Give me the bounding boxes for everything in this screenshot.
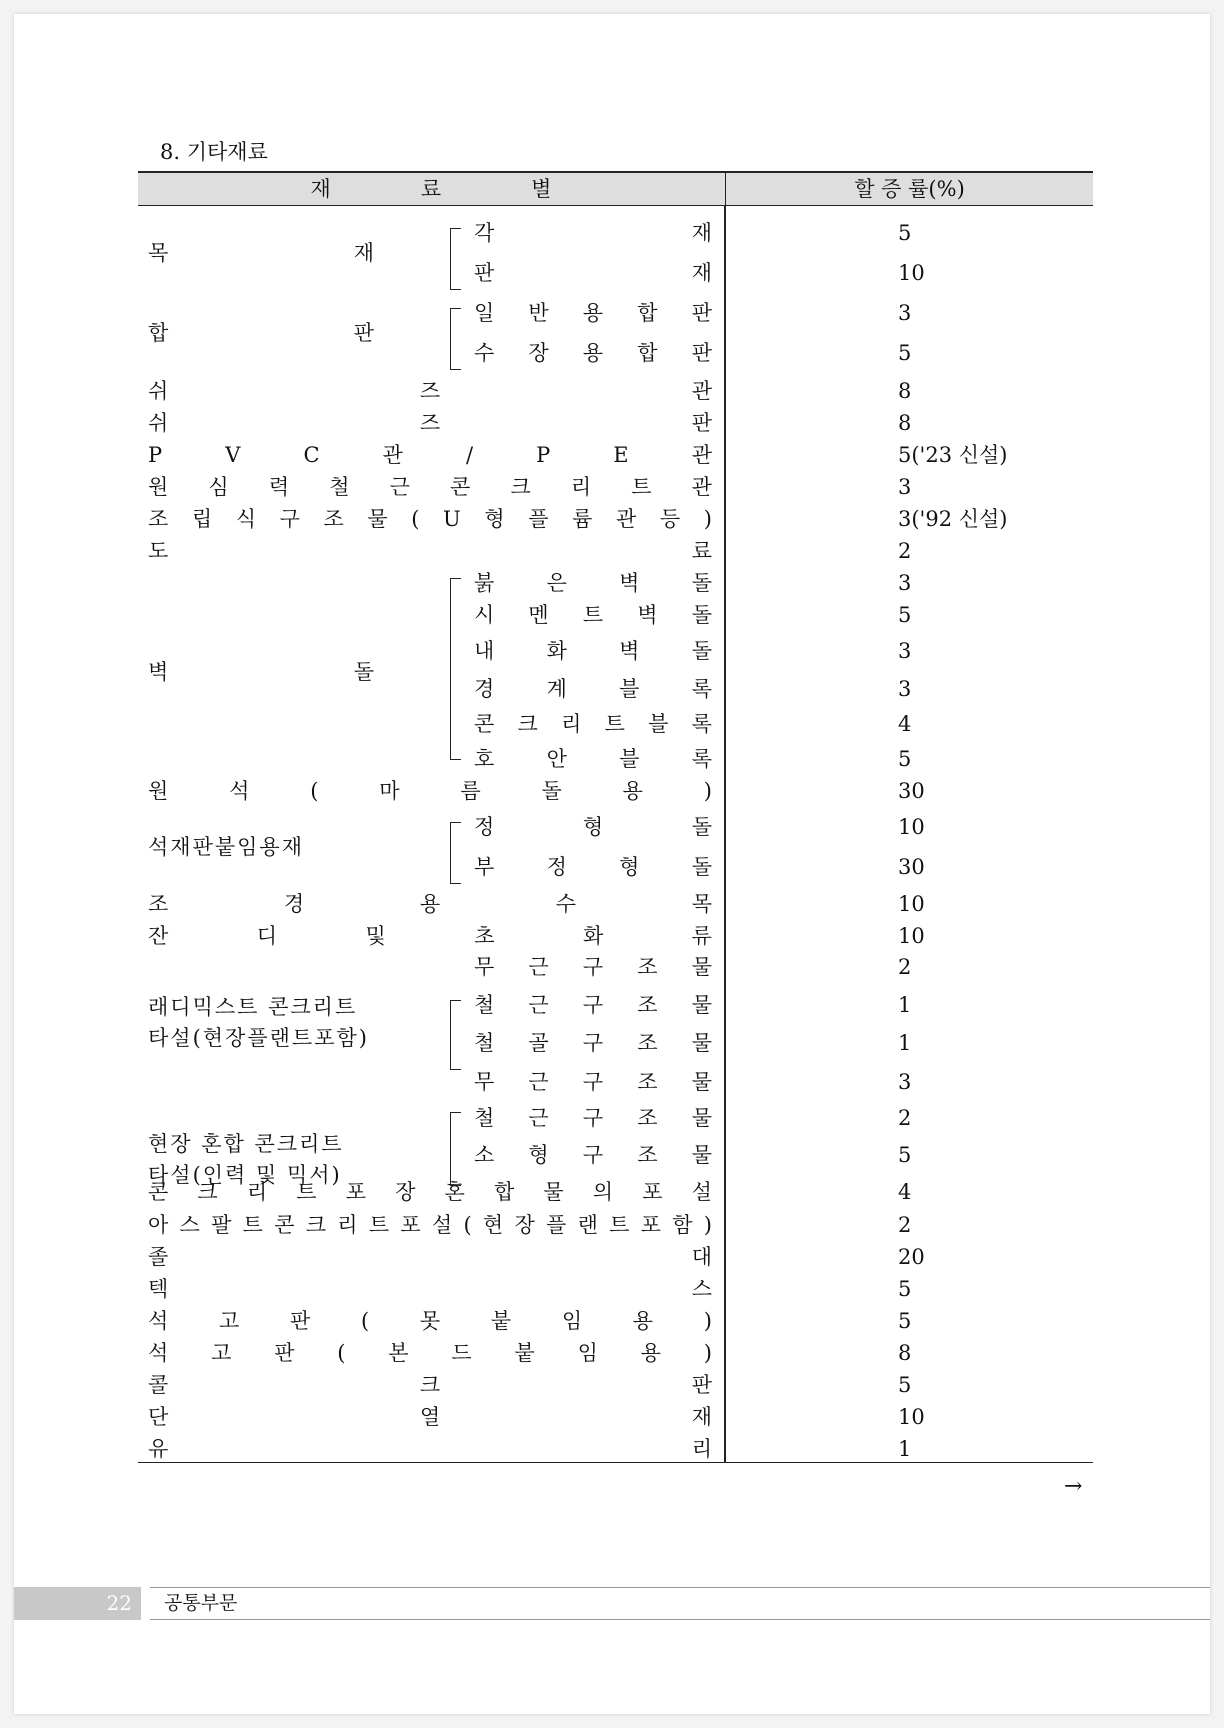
allowance-table	[138, 171, 1093, 1463]
rate-value: 20	[898, 1245, 925, 1269]
table-body	[138, 206, 1093, 1463]
material-name: 석 고 판 ( 본 드 붙 임 용 )	[148, 1341, 712, 1365]
rate-value: 5	[898, 1309, 912, 1333]
table-row	[138, 1067, 1093, 1097]
rate-value: 5('23 신설)	[898, 443, 1008, 467]
material-name: 잔 디 및 초 화 류	[148, 924, 712, 948]
table-row	[138, 408, 1093, 438]
table-row	[138, 536, 1093, 566]
group-label-byeokdol: 벽 돌	[148, 660, 374, 684]
table-row	[138, 921, 1093, 951]
rate-value: 5	[898, 1373, 912, 1397]
table-row	[138, 1274, 1093, 1304]
rate-value: 5	[898, 1143, 912, 1167]
material-subtype: 호 안 블 록	[474, 747, 712, 771]
table-row	[138, 1338, 1093, 1368]
material-name: 졸 대	[148, 1245, 712, 1269]
table-row	[138, 744, 1093, 774]
rate-value: 3	[898, 571, 912, 595]
group-bracket	[450, 308, 461, 370]
material-name: 도 료	[148, 539, 712, 563]
material-subtype: 붉 은 벽 돌	[474, 571, 712, 595]
rate-value: 8	[898, 411, 912, 435]
rate-value: 3	[898, 301, 912, 325]
rate-value: 5	[898, 603, 912, 627]
table-row	[138, 952, 1093, 982]
material-name: 단 열 재	[148, 1405, 712, 1429]
page-number: 22	[14, 1587, 141, 1620]
rate-value: 2	[898, 1106, 912, 1130]
group-label-hyeonjang: 현장 혼합 콘크리트	[148, 1132, 344, 1156]
section-title: 8. 기타재료	[160, 140, 268, 164]
material-name: P V C 관 / P E 관	[148, 443, 712, 467]
rate-value: 3	[898, 475, 912, 499]
material-name: 조 경 용 수 목	[148, 892, 712, 916]
group-label-remicon: 래디믹스트 콘크리트	[148, 995, 358, 1019]
table-row	[138, 600, 1093, 630]
rate-value: 3	[898, 639, 912, 663]
table-row	[138, 889, 1093, 919]
material-subtype: 판 재	[474, 261, 712, 285]
rate-value: 10	[898, 815, 925, 839]
rate-value: 10	[898, 924, 925, 948]
group-label-mokjae: 목 재	[148, 241, 374, 265]
group-label-happan: 합 판	[148, 321, 374, 345]
table-row	[138, 504, 1093, 534]
rate-value: 2	[898, 955, 912, 979]
material-name: 콜 크 판	[148, 1373, 712, 1397]
group-label-remicon: 타설(현장플랜트포함)	[148, 1026, 369, 1050]
footer-section: 공통부문	[164, 1592, 238, 1614]
table-row	[138, 709, 1093, 739]
material-subtype: 경 계 블 록	[474, 677, 712, 701]
table-row	[138, 1242, 1093, 1272]
table-row	[138, 1210, 1093, 1240]
material-subtype: 시 멘 트 벽 돌	[474, 603, 712, 627]
rate-value: 2	[898, 539, 912, 563]
material-subtype: 콘 크 리 트 블 록	[474, 712, 712, 736]
rate-value: 4	[898, 712, 912, 736]
material-subtype: 부 정 형 돌	[474, 855, 712, 879]
rate-value: 1	[898, 1031, 912, 1055]
material-subtype: 무 근 구 조 물	[474, 955, 712, 979]
header-material: 재 료 별	[310, 177, 552, 201]
group-bracket	[450, 228, 461, 290]
continue-arrow: →	[1064, 1474, 1083, 1499]
material-subtype: 소 형 구 조 물	[474, 1143, 712, 1167]
material-subtype: 정 형 돌	[474, 815, 712, 839]
group-label-seokjae: 석재판붙임용재	[148, 835, 305, 859]
rate-value: 30	[898, 855, 925, 879]
group-label-hyeonjang: 타설(인력 및 믹서)	[148, 1163, 342, 1187]
rate-value: 5	[898, 1277, 912, 1301]
material-subtype: 수 장 용 합 판	[474, 341, 712, 365]
rate-value: 8	[898, 379, 912, 403]
material-name: 유 리	[148, 1437, 712, 1461]
group-bracket	[450, 1000, 461, 1070]
table-header	[138, 171, 1093, 206]
material-subtype: 무 근 구 조 물	[474, 1070, 712, 1094]
rate-value: 10	[898, 892, 925, 916]
rate-value: 4	[898, 1180, 912, 1204]
material-name: 조 립 식 구 조 물 ( U 형 플 륨 관 등 )	[148, 507, 712, 531]
table-row	[138, 1370, 1093, 1400]
rate-value: 5	[898, 341, 912, 365]
footer-bar	[150, 1587, 1210, 1620]
material-subtype: 각 재	[474, 221, 712, 245]
rate-value: 3('92 신설)	[898, 507, 1008, 531]
table-row	[138, 440, 1093, 470]
rate-value: 3	[898, 677, 912, 701]
rate-value: 2	[898, 1213, 912, 1237]
rate-value: 5	[898, 747, 912, 771]
rate-value: 1	[898, 993, 912, 1017]
table-row	[138, 472, 1093, 502]
material-name: 쉬 즈 관	[148, 379, 712, 403]
rate-value: 1	[898, 1437, 912, 1461]
material-subtype: 철 골 구 조 물	[474, 1031, 712, 1055]
material-name: 아 스 팔 트 콘 크 리 트 포 설 ( 현 장 플 랜 트 포 함 )	[148, 1213, 712, 1237]
material-name: 쉬 즈 판	[148, 411, 712, 435]
group-bracket	[450, 822, 461, 884]
rate-value: 30	[898, 779, 925, 803]
material-name: 원 심 력 철 근 콘 크 리 트 관	[148, 475, 712, 499]
table-row	[138, 776, 1093, 806]
rate-value: 10	[898, 261, 925, 285]
rate-value: 10	[898, 1405, 925, 1429]
table-row	[138, 376, 1093, 406]
rate-value: 3	[898, 1070, 912, 1094]
group-bracket	[450, 578, 461, 760]
material-name: 콘 크 리 트 포 장 혼 합 물 의 포 설	[148, 1180, 712, 1204]
material-name: 원 석 ( 마 름 돌 용 )	[148, 779, 712, 803]
table-row	[138, 1434, 1093, 1464]
material-name: 석 고 판 ( 못 붙 임 용 )	[148, 1309, 712, 1333]
table-row	[138, 568, 1093, 598]
material-subtype: 일 반 용 합 판	[474, 301, 712, 325]
rate-value: 8	[898, 1341, 912, 1365]
material-subtype: 내 화 벽 돌	[474, 639, 712, 663]
table-row	[138, 1402, 1093, 1432]
group-bracket	[450, 1112, 461, 1186]
material-subtype: 철 근 구 조 물	[474, 993, 712, 1017]
rate-value: 5	[898, 221, 912, 245]
material-subtype: 철 근 구 조 물	[474, 1106, 712, 1130]
header-rate: 할 증 률(%)	[725, 173, 1093, 205]
material-name: 텍 스	[148, 1277, 712, 1301]
table-row	[138, 1306, 1093, 1336]
